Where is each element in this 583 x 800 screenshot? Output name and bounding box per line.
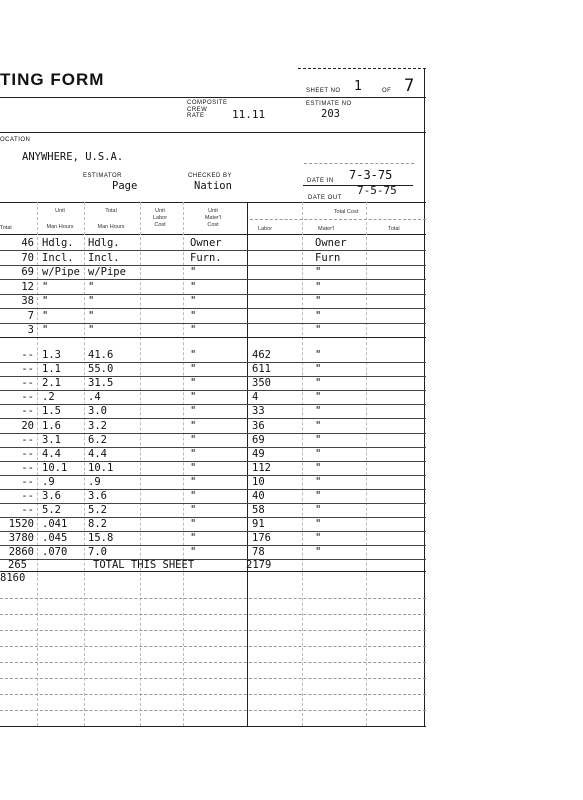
rows_bottom-labor-cell: 40 [252,490,265,502]
rows_bottom-mat-cell: " [190,363,197,376]
col-divider-6 [366,202,367,726]
rows_bottom-total-mh-cell: 3.6 [88,490,107,502]
rows_bottom-total-mh-cell: .4 [88,391,101,404]
empty-row-line [0,598,426,599]
empty-row-line [0,662,426,663]
rows_bottom-mat-total-cell: " [315,391,322,404]
rows_bottom-mat-total-cell: " [315,461,322,474]
rows_bottom-labor-cell: 462 [252,349,271,361]
rows_top-mat-cell: " [190,324,197,336]
rows_top-qty-cell: 69 [21,266,34,278]
rows_top-qty-cell: 70 [21,251,34,264]
summary-line [0,571,426,572]
location: ANYWHERE, U.S.A. [22,151,124,163]
section-separator [0,337,426,338]
crew-rate-label: COMPOSITE CREW RATE [187,100,228,119]
rows_top-qty-cell: 3 [27,324,34,336]
rows_bottom-qty-cell: -- [21,405,34,418]
rows_top-mat-cell: " [190,266,197,278]
rows_top-mat-cell: " [190,280,197,293]
rows_bottom-mat-cell: " [190,504,197,517]
rows_top-qty-cell: 38 [21,295,34,307]
bottom-border [0,726,426,727]
rows_bottom-mat-cell: " [190,461,197,474]
col-material: Mater'l [318,226,335,232]
empty-row-line [0,678,426,679]
sheet-no-label: SHEET NO [306,88,341,94]
rows_bottom-labor-cell: 36 [252,419,265,432]
rows_bottom-mat-total-cell: " [315,546,322,559]
rows_bottom-total-mh-cell: 31.5 [88,377,114,390]
rows_bottom-labor-cell: 10 [252,475,265,488]
form-title: TING FORM [0,70,105,89]
rows_top-mat-total-cell: " [315,280,322,293]
sheet-no: 1 [354,79,362,94]
rows_bottom-total-mh-cell: 41.6 [88,349,114,361]
location-label: OCATION [0,137,31,143]
rows_bottom-total-mh-cell: 3.2 [88,419,107,432]
right-border [424,68,425,726]
rows_top-mat-cell: " [190,309,197,322]
rows_bottom-mat-cell: " [190,419,197,432]
rows_bottom-unit-mh-cell: 1.3 [42,349,61,361]
rows_bottom-qty-cell: 1520 [8,518,34,531]
rows_bottom-mat-total-cell: " [315,349,322,361]
col-unit-labor-cost: Unit Labor Cost [152,208,168,228]
rows_bottom-unit-mh-cell: 3.1 [42,433,61,446]
rows_bottom-mat-cell: " [190,433,197,446]
rows_bottom-mat-total-cell: " [315,490,322,502]
rows_bottom-mat-total-cell: " [315,532,322,545]
rows_bottom-qty-cell: -- [21,490,34,502]
rows_bottom-labor-cell: 58 [252,504,265,517]
col-divider-4 [183,202,184,726]
rows_bottom-labor-cell: 49 [252,447,265,460]
rows_bottom-total-mh-cell: 10.1 [88,461,114,474]
rows_bottom-labor-cell: 350 [252,377,271,390]
rows_top-total-mh-cell: " [88,295,95,307]
title-underline [0,97,426,98]
col-total-right: Total [388,226,400,232]
empty-row-line [0,614,426,615]
rows_bottom-labor-cell: 33 [252,405,265,418]
rows_bottom-mat-total-cell: " [315,504,322,517]
rows_bottom-labor-cell: 611 [252,363,271,376]
rows_bottom-unit-mh-cell: 2.1 [42,377,61,390]
col-unit-material-cost: Unit Mater'l Cost [204,208,222,228]
total-cost-divider [250,219,426,220]
rows_bottom-unit-mh-cell: .070 [42,546,68,559]
rows_bottom-total-mh-cell: 15.8 [88,532,114,545]
rows_bottom-qty-cell: -- [21,349,34,361]
rows_bottom-unit-mh-cell: 4.4 [42,447,61,460]
rows_bottom-qty-cell: -- [21,504,34,517]
estimator-label: ESTIMATOR [83,173,122,179]
rows_bottom-qty-cell: -- [21,461,34,474]
rows_bottom-total-mh-cell: 6.2 [88,433,107,446]
rows_bottom-qty-cell: 2860 [8,546,34,559]
rows_bottom-unit-mh-cell: 1.6 [42,419,61,432]
rows_top-unit-mh-cell: w/Pipe [42,266,80,278]
empty-row-line [0,694,426,695]
col-total-man-hours: Total Man Hours [97,208,125,230]
rows_bottom-unit-mh-cell: 1.1 [42,363,61,376]
rows_bottom-qty-cell: -- [21,377,34,390]
labor-total: 2179 [246,559,272,571]
rows_bottom-unit-mh-cell: 3.6 [42,490,61,502]
rows_bottom-labor-cell: 176 [252,532,271,545]
rows_bottom-mat-total-cell: " [315,447,322,460]
rows_bottom-mat-cell: " [190,490,197,502]
sheet-total: 7 [404,76,415,96]
rows_top-mat-cell: Owner [190,237,222,249]
rows_bottom-qty-cell: 20 [21,419,34,432]
rows_top-total-mh-cell: w/Pipe [88,266,126,278]
rows_bottom-unit-mh-cell: .2 [42,391,55,404]
rows_bottom-mat-cell: " [190,518,197,531]
col-total-cost: Total Cost [333,209,359,215]
rows_top-total-mh-cell: Incl. [88,251,120,264]
col-divider-3 [140,202,141,726]
estimate-no: 203 [321,108,340,120]
rows_top-unit-mh-cell: " [42,295,49,307]
rows_top-unit-mh-cell: Incl. [42,251,74,264]
header-bottom-line [0,234,426,235]
rows_bottom-qty-cell: -- [21,363,34,376]
summary-qty-1: 265 [8,559,27,571]
table-row-line [0,559,426,560]
rows_bottom-mat-cell: " [190,391,197,404]
date-out: 7-5-75 [357,184,397,197]
rows_top-qty-cell: 7 [27,309,34,322]
rows_bottom-unit-mh-cell: .045 [42,532,68,545]
rows_bottom-qty-cell: -- [21,475,34,488]
rows_bottom-mat-cell: " [190,546,197,559]
col-total: Total [0,225,12,231]
date-in: 7-3-75 [349,168,393,182]
rows_bottom-unit-mh-cell: 5.2 [42,504,61,517]
rows_top-total-mh-cell: " [88,280,95,293]
rows_top-unit-mh-cell: " [42,324,49,336]
summary-qty-2: 8160 [0,572,26,584]
rows_bottom-mat-cell: " [190,475,197,488]
rows_top-mat-total-cell: Owner [315,237,347,249]
rows_bottom-mat-total-cell: " [315,518,322,531]
rows_top-qty-cell: 12 [21,280,34,293]
rows_top-qty-cell: 46 [21,237,34,249]
rows_bottom-mat-total-cell: " [315,475,322,488]
rows_top-mat-total-cell: " [315,266,322,278]
estimate-no-label: ESTIMATE NO [306,101,352,107]
rows_top-unit-mh-cell: " [42,309,49,322]
col-divider-5 [302,202,303,726]
total-this-sheet: TOTAL THIS SHEET [93,559,195,571]
rows_bottom-labor-cell: 69 [252,433,265,446]
labor-divider [247,202,248,726]
empty-row-line [0,710,426,711]
rows_bottom-qty-cell: -- [21,447,34,460]
rows_bottom-unit-mh-cell: 1.5 [42,405,61,418]
empty-row-line [0,646,426,647]
rows_bottom-mat-total-cell: " [315,405,322,418]
rows_top-total-mh-cell: " [88,309,95,322]
rows_bottom-mat-cell: " [190,349,197,361]
rows_bottom-total-mh-cell: 8.2 [88,518,107,531]
rows_top-mat-total-cell: " [315,309,322,322]
rows_top-unit-mh-cell: " [42,280,49,293]
rows_bottom-mat-cell: " [190,377,197,390]
rows_top-unit-mh-cell: Hdlg. [42,237,74,249]
rows_top-total-mh-cell: " [88,324,95,336]
rows_bottom-mat-total-cell: " [315,377,322,390]
col-unit-man-hours: Unit Man Hours [46,208,74,230]
rows_top-mat-total-cell: " [315,295,322,307]
rows_bottom-total-mh-cell: 7.0 [88,546,107,559]
rows_bottom-qty-cell: -- [21,433,34,446]
sheet-top-dash [298,68,426,69]
date-out-label: DATE OUT [308,195,342,201]
date-in-label: DATE IN [307,178,334,184]
rows_bottom-mat-cell: " [190,532,197,545]
crew-rate: 11.11 [232,108,266,121]
empty-row-line [0,630,426,631]
rows_bottom-total-mh-cell: .9 [88,475,101,488]
col-divider-1 [37,202,38,726]
rows_bottom-total-mh-cell: 55.0 [88,363,114,376]
rows_bottom-labor-cell: 78 [252,546,265,559]
rows_bottom-labor-cell: 91 [252,518,265,531]
rows_bottom-unit-mh-cell: .9 [42,475,55,488]
rows_bottom-total-mh-cell: 3.0 [88,405,107,418]
rows_bottom-mat-total-cell: " [315,433,322,446]
col-divider-2 [84,202,85,726]
checked-by-label: CHECKED BY [188,173,233,179]
rows_top-mat-total-cell: " [315,324,322,336]
rows_top-mat-cell: " [190,295,197,307]
rows_bottom-total-mh-cell: 5.2 [88,504,107,517]
estimator: Page [112,180,138,192]
rows_bottom-mat-total-cell: " [315,363,322,376]
rows_bottom-qty-cell: -- [21,391,34,404]
rows_top-total-mh-cell: Hdlg. [88,237,120,249]
header-line-2 [0,132,426,133]
rows_bottom-mat-cell: " [190,447,197,460]
rows_bottom-mat-total-cell: " [315,419,322,432]
checked-by: Nation [194,180,232,192]
rows_bottom-qty-cell: 3780 [8,532,34,545]
header-line-3 [0,202,426,203]
rows_bottom-labor-cell: 4 [252,391,259,404]
date-top-dash [304,163,414,164]
rows_top-mat-cell: Furn. [190,251,222,264]
col-labor: Labor [258,226,273,232]
rows_bottom-labor-cell: 112 [252,461,271,474]
rows_bottom-mat-cell: " [190,405,197,418]
rows_bottom-total-mh-cell: 4.4 [88,447,107,460]
rows_bottom-unit-mh-cell: 10.1 [42,461,68,474]
of-label: OF [382,88,392,94]
rows_bottom-unit-mh-cell: .041 [42,518,68,531]
rows_top-mat-total-cell: Furn [315,251,341,264]
